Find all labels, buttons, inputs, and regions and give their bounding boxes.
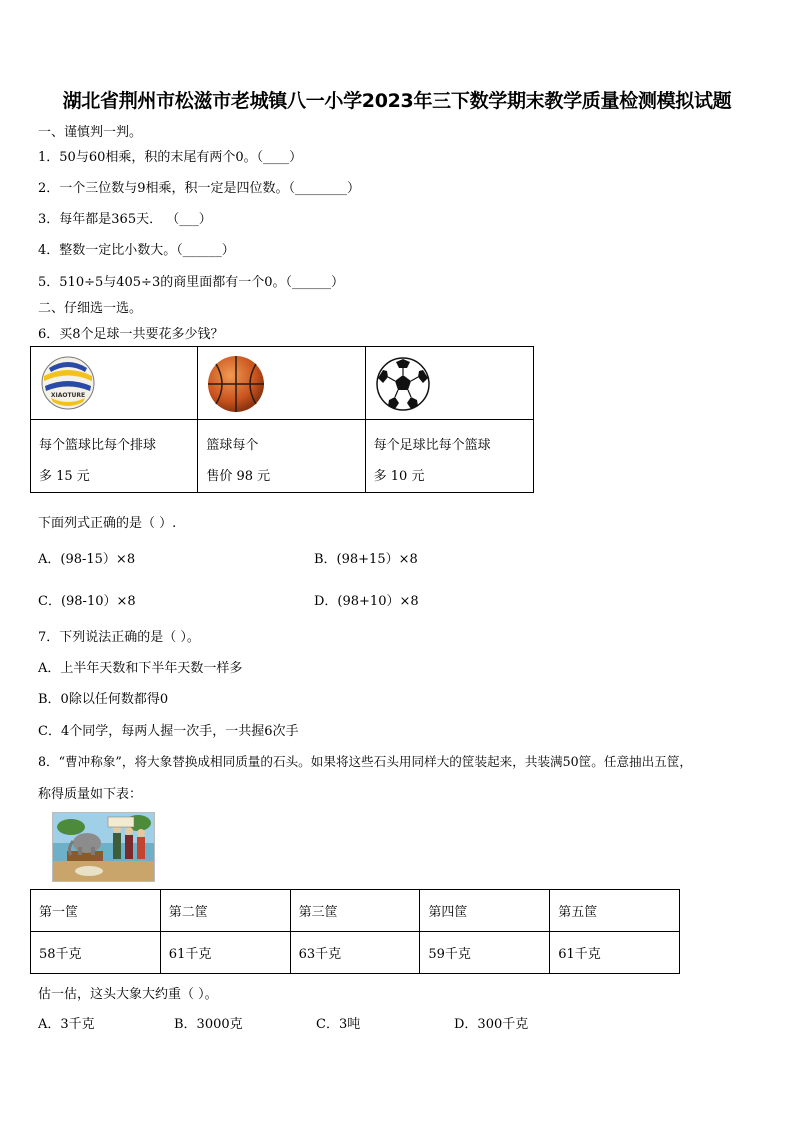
question-6-option-c: C．(98-10）×8 [38,594,136,609]
basketball-icon [206,354,266,414]
table-value-cell: 59千克 [420,932,550,974]
soccer-ball-cell [365,347,533,420]
question-6-option-a: A．(98-15）×8 [38,552,136,567]
question-3: 3．每年都是365天． （___） [38,212,212,227]
question-8-option-c: C．3吨 [316,1017,361,1032]
table-value-cell: 61千克 [550,932,680,974]
table-header-cell: 第一筐 [31,890,161,932]
volleyball-desc-line2: 多 15 元 [39,469,90,484]
table-value-cell: 63千克 [290,932,420,974]
question-6-option-d: D．(98+10）×8 [314,594,419,609]
volleyball-brand: XIAOTURE [50,392,86,399]
question-8-prompt: 估一估，这头大象大约重（ ）。 [38,987,218,1002]
basketball-cell [198,347,365,420]
question-8-option-a: A．3千克 [38,1017,95,1032]
question-7-option-a: A．上半年天数和下半年天数一样多 [38,661,243,676]
question-6-option-b: B．(98+15）×8 [314,552,418,567]
question-2: 2．一个三位数与9相乘，积一定是四位数。（________） [38,181,361,196]
question-6-prompt: 下面列式正确的是（ ）. [38,516,177,531]
question-8-option-b: B．3000克 [174,1017,243,1032]
question-7-option-b: B．0除以任何数都得0 [38,692,169,707]
soccer-ball-desc-line1: 每个足球比每个篮球 [373,438,491,453]
basketball-desc [198,420,365,493]
table-header-cell: 第五筐 [550,890,680,932]
basketball-desc-line2: 售价 98 元 [206,469,271,484]
soccer-ball-desc-line2: 多 10 元 [373,469,425,484]
section-heading-judge: 一、谨慎判一判。 [38,125,143,140]
question-7-stem: 7．下列说法正确的是（ ）。 [38,630,200,645]
question-6-stem: 6．买8个足球一共要花多少钱？ [38,327,224,342]
basket-weight-table [30,889,680,974]
table-value-cell: 58千克 [31,932,161,974]
question-1: 1．50与60相乘，积的末尾有两个0。（____） [38,150,303,165]
page-title: 湖北省荆州市松滋市老城镇八一小学2023年三下数学期末教学质量检测模拟试题 [62,90,732,112]
volleyball-desc [31,420,198,493]
volleyball-cell [31,347,198,420]
table-header-cell: 第二筐 [160,890,290,932]
table-header-cell: 第三筐 [290,890,420,932]
volleyball-icon [39,354,97,412]
question-4: 4．整数一定比小数大。（______） [38,243,235,258]
basketball-desc-line1: 篮球每个 [206,438,259,453]
question-7-option-c: C．4个同学，每两人握一次手，一共握6次手 [38,724,299,739]
question-5: 5．510÷5与405÷3的商里面都有一个0。（______） [38,275,344,290]
question-8-stem-line1: 8．“曹冲称象”，将大象替换成相同质量的石头。如果将这些石头用同样大的筐装起来，共装满50筐。任意抽出五筐， [38,754,693,769]
question-8-option-d: D．300千克 [454,1017,529,1032]
ball-price-table [30,346,534,493]
elephant-boat-illustration [52,812,155,882]
question-8-stem-line2: 称得质量如下表： [38,787,143,802]
table-header-cell: 第四筐 [420,890,550,932]
soccer-ball-desc [365,420,533,493]
table-value-cell: 61千克 [160,932,290,974]
volleyball-desc-line1: 每个篮球比每个排球 [39,438,157,453]
soccer-ball-icon [375,356,431,412]
section-heading-choose: 二、仔细选一选。 [38,301,143,316]
